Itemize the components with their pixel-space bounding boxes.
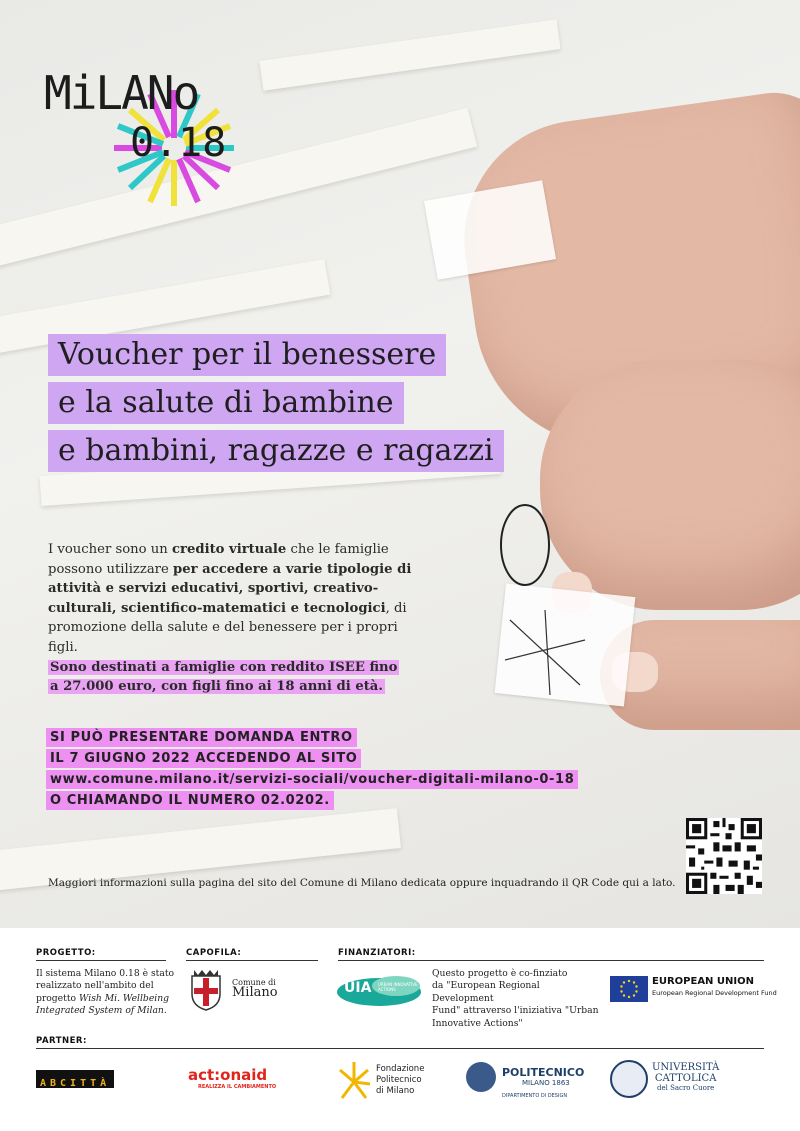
actionaid-sub: REALIZZA IL CAMBIAMENTO <box>198 1084 277 1090</box>
cattolica-line: CATTOLICA <box>654 1073 717 1084</box>
polimi-title: POLITECNICO <box>502 1066 585 1079</box>
comune-big: Milano <box>232 985 278 1000</box>
progetto-label: PROGETTO: <box>36 948 96 958</box>
title-line: e la salute di bambine <box>48 382 404 424</box>
phone-number: O CHIAMANDO IL NUMERO 02.0202. <box>46 791 334 810</box>
polimi-dept: DIPARTIMENTO DI DESIGN <box>502 1093 568 1099</box>
uia-text: UIA <box>344 980 372 996</box>
qr-code-icon <box>686 818 762 894</box>
eu-logo-text <box>652 976 777 997</box>
body-text: , di promozione della salute e del benessere per i propri figli. <box>48 600 407 655</box>
polimi-year: MILANO 1863 <box>522 1079 570 1087</box>
cattolica-logo <box>652 1062 719 1092</box>
partner-label: PARTNER: <box>36 1036 87 1046</box>
finanziatori-label: FINANZIATORI: <box>338 948 416 958</box>
cattolica-seal-icon <box>610 1060 648 1098</box>
cta-line: IL 7 GIUGNO 2022 ACCEDENDO AL SITO <box>46 749 361 768</box>
eu-flag-icon <box>610 976 648 1002</box>
fondazione-politecnico-icon <box>336 1060 372 1104</box>
body-text: I voucher sono un <box>48 542 172 557</box>
more-info-text: Maggiori informazioni sulla pagina del sito del Comune di Milano dedicata oppure inquadrando il QR Code qui a lato. <box>48 877 676 889</box>
cattolica-line: del Sacro Cuore <box>656 1084 715 1092</box>
divider <box>338 960 764 961</box>
divider <box>36 1048 764 1049</box>
qr-code[interactable] <box>686 818 762 894</box>
pencil-drawing <box>495 600 595 700</box>
title-line: Voucher per il benessere <box>48 334 446 376</box>
comune-small: Comune di <box>232 978 276 987</box>
finanziatori-text <box>432 968 602 1030</box>
fin-line: Questo progetto è co-finziato <box>432 968 568 979</box>
application-info <box>46 728 578 812</box>
abcitta-logo <box>36 1070 114 1088</box>
comune-milano-crest-icon <box>186 968 226 1012</box>
body-bold: per accedere a varie tipologie di attività e servizi educativi, sportivi, creativo-culturali, scientifico-matematici e tecnologici <box>48 561 412 616</box>
eu-sub: European Regional Development Fund <box>652 989 777 997</box>
body-text: che le famiglie possono utilizzare <box>48 542 389 577</box>
progetto-line: realizzato nell'ambito del <box>36 980 154 992</box>
uia-logo <box>336 972 422 1008</box>
body-paragraph <box>48 540 428 697</box>
comune-milano-logo <box>232 978 278 1000</box>
fin-line: Innovative Actions" <box>432 1017 523 1029</box>
progetto-line: Il sistema Milano 0.18 è stato <box>36 968 175 979</box>
fin-line: Fund" attraverso l'iniziativa "Urban <box>432 1005 599 1017</box>
abcitta-text: ABCITTÀ <box>40 1078 111 1089</box>
website-link[interactable]: www.comune.milano.it/servizi-sociali/voucher-digitali-milano-0-18 <box>46 770 578 789</box>
eligibility-highlight: Sono destinati a famiglie con reddito ISEE fino <box>50 659 398 675</box>
progetto-italic: Integrated System of Milan <box>36 1005 164 1017</box>
actionaid-logo <box>188 1066 276 1090</box>
progetto-dot: . <box>163 1005 167 1017</box>
logo-number: 0.18 <box>130 120 227 166</box>
title-line: e bambini, ragazze e ragazzi <box>48 430 504 472</box>
politecnico-seal-icon <box>466 1062 496 1092</box>
logo-wordmark: MiLANo <box>44 66 199 120</box>
paper-strip <box>259 19 560 90</box>
politecnico-logo <box>502 1066 584 1099</box>
eu-title: EUROPEAN UNION <box>652 976 754 987</box>
eligibility-highlight: a 27.000 euro, con figli fino ai 18 anni di età. <box>50 679 383 695</box>
pencil-drawing <box>490 500 560 600</box>
milano-018-logo <box>44 66 244 196</box>
fondazione-line: Politecnico <box>376 1075 422 1085</box>
page-title <box>48 334 504 478</box>
fondazione-text <box>376 1064 424 1097</box>
fondazione-line: Fondazione <box>376 1064 425 1074</box>
fondazione-line: di Milano <box>376 1086 415 1096</box>
divider <box>36 960 166 961</box>
actionaid-text: act:onaid <box>188 1066 268 1084</box>
capofila-label: CAPOFILA: <box>186 948 242 958</box>
uia-small: URBAN INNOVATIVE ACTIONS <box>378 982 418 992</box>
body-bold: credito virtuale <box>171 542 287 557</box>
progetto-line: progetto <box>36 992 79 1004</box>
footer <box>0 928 800 1131</box>
divider <box>186 960 318 961</box>
fin-line: da "European Regional Development <box>432 980 540 1004</box>
progetto-italic: Wish Mi. Wellbeing <box>78 992 169 1004</box>
cattolica-line: UNIVERSITÀ <box>652 1062 720 1073</box>
cta-line: SI PUÒ PRESENTARE DOMANDA ENTRO <box>46 728 357 747</box>
progetto-text <box>36 968 176 1018</box>
